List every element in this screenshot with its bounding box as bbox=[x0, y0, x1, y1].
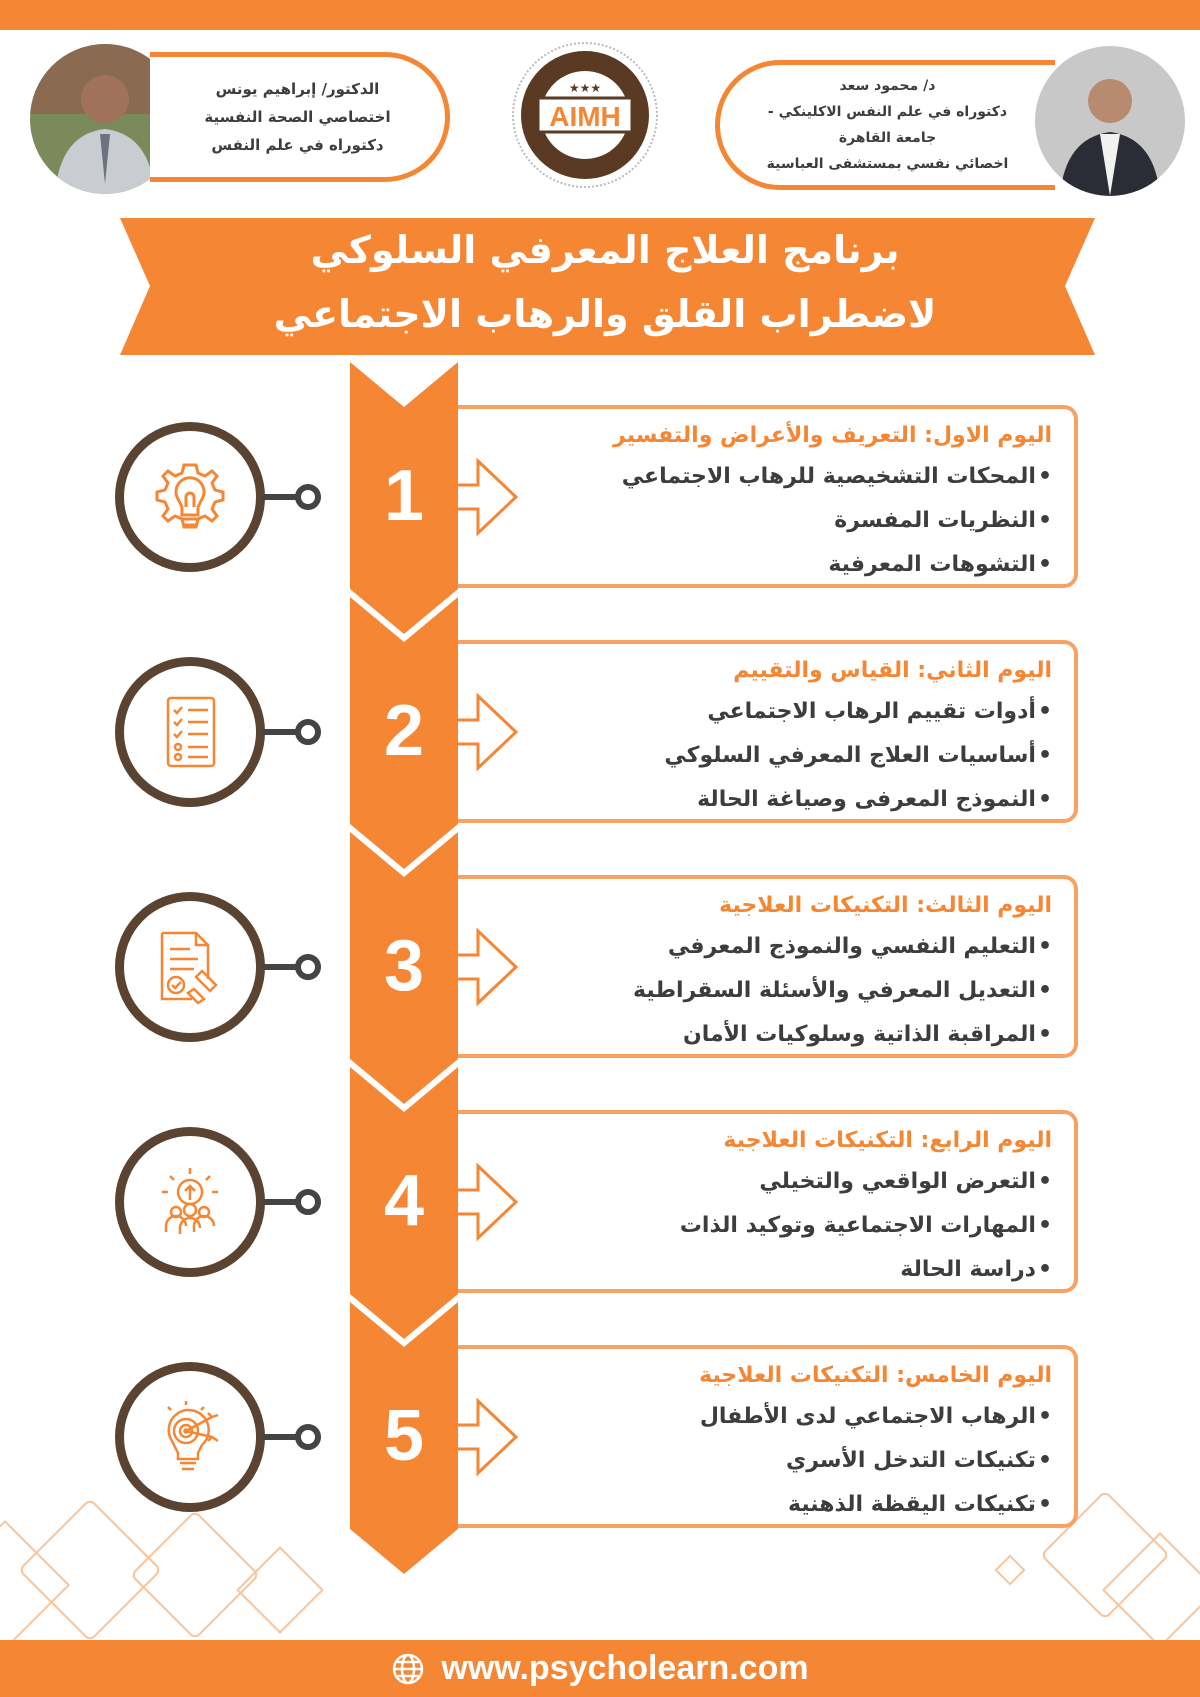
day-number: 4 bbox=[383, 1161, 425, 1241]
connector-ring-icon bbox=[262, 952, 322, 982]
svg-text:AIMH: AIMH bbox=[549, 101, 621, 132]
day-title: اليوم الرابع: التكنيكات العلاجية bbox=[723, 1128, 1052, 1153]
person-degree: دكتوراه في علم النفس bbox=[211, 136, 384, 154]
day-icon-circle bbox=[115, 892, 265, 1042]
day-topic: • تكنيكات التدخل الأسري bbox=[458, 1439, 1052, 1483]
day-icon-circle bbox=[115, 657, 265, 807]
day-topic: • النظريات المفسرة bbox=[458, 499, 1052, 543]
day-card bbox=[458, 405, 1078, 588]
day-topic: • أساسيات العلاج المعرفي السلوكي bbox=[458, 734, 1052, 778]
day-icon-circle bbox=[115, 1362, 265, 1512]
person-degree: دكتوراه في علم النفس الاكلينكي - bbox=[767, 104, 1008, 120]
connector-ring-icon bbox=[262, 482, 322, 512]
day-topic: • التشوهات المعرفية bbox=[458, 543, 1052, 587]
day-number: 5 bbox=[383, 1396, 425, 1476]
footer-bar bbox=[0, 1640, 1200, 1697]
day-topic: • أدوات تقييم الرهاب الاجتماعي bbox=[458, 690, 1052, 734]
day-title: اليوم الاول: التعريف والأعراض والتفسير bbox=[613, 423, 1052, 448]
connector-ring-icon bbox=[262, 1422, 322, 1452]
day-number: 3 bbox=[383, 926, 425, 1006]
day-topic: • التعليم النفسي والنموذج المعرفي bbox=[458, 925, 1052, 969]
day-topic: • تكنيكات اليقظة الذهنية bbox=[458, 1483, 1052, 1527]
day-topic: • المحكات التشخيصية للرهاب الاجتماعي bbox=[458, 455, 1052, 499]
day-card bbox=[458, 875, 1078, 1058]
globe-icon bbox=[391, 1652, 425, 1686]
day-card bbox=[458, 640, 1078, 823]
day-title: اليوم الثاني: القياس والتقييم bbox=[733, 658, 1052, 683]
day-topic: • النموذج المعرفى وصياغة الحالة bbox=[458, 778, 1052, 822]
day-topic: • الرهاب الاجتماعي لدى الأطفال bbox=[458, 1395, 1052, 1439]
connector-ring-icon bbox=[262, 1187, 322, 1217]
day-topic: • المراقبة الذاتية وسلوكيات الأمان bbox=[458, 1013, 1052, 1057]
document-stamp-icon bbox=[150, 927, 230, 1007]
day-topic: • التعديل المعرفي والأسئلة السقراطية bbox=[458, 969, 1052, 1013]
lightbulb-gear-icon bbox=[150, 457, 230, 537]
svg-text:★★★: ★★★ bbox=[568, 81, 602, 95]
team-growth-icon bbox=[150, 1162, 230, 1242]
target-bulb-icon bbox=[150, 1397, 230, 1477]
checklist-icon bbox=[150, 692, 230, 772]
title-line-1: برنامج العلاج المعرفي السلوكي bbox=[310, 228, 900, 272]
person-name: د/ محمود سعد bbox=[839, 78, 936, 94]
day-topic: • المهارات الاجتماعية وتوكيد الذات bbox=[458, 1204, 1052, 1248]
day-number: 1 bbox=[383, 456, 425, 536]
day-topic: • دراسة الحالة bbox=[458, 1248, 1052, 1292]
title-line-2: لاضطراب القلق والرهاب الاجتماعي bbox=[273, 292, 937, 336]
website-link[interactable]: www.psycholearn.com bbox=[441, 1649, 809, 1687]
day-number: 2 bbox=[383, 691, 425, 771]
connector-ring-icon bbox=[262, 717, 322, 747]
day-topic: • التعرض الواقعي والتخيلي bbox=[458, 1160, 1052, 1204]
person-name: الدكتور/ إبراهيم يونس bbox=[215, 80, 380, 98]
person-title: اخصائي نفسي بمستشفى العباسية bbox=[766, 156, 1009, 172]
day-card bbox=[458, 1345, 1078, 1528]
day-card bbox=[458, 1110, 1078, 1293]
day-title: اليوم الخامس: التكنيكات العلاجية bbox=[699, 1363, 1052, 1388]
day-title: اليوم الثالث: التكنيكات العلاجية bbox=[719, 893, 1052, 918]
person-title: اختصاصي الصحة النفسية bbox=[204, 108, 391, 126]
day-icon-circle bbox=[115, 1127, 265, 1277]
day-icon-circle bbox=[115, 422, 265, 572]
person-university: جامعة القاهرة bbox=[838, 130, 937, 146]
